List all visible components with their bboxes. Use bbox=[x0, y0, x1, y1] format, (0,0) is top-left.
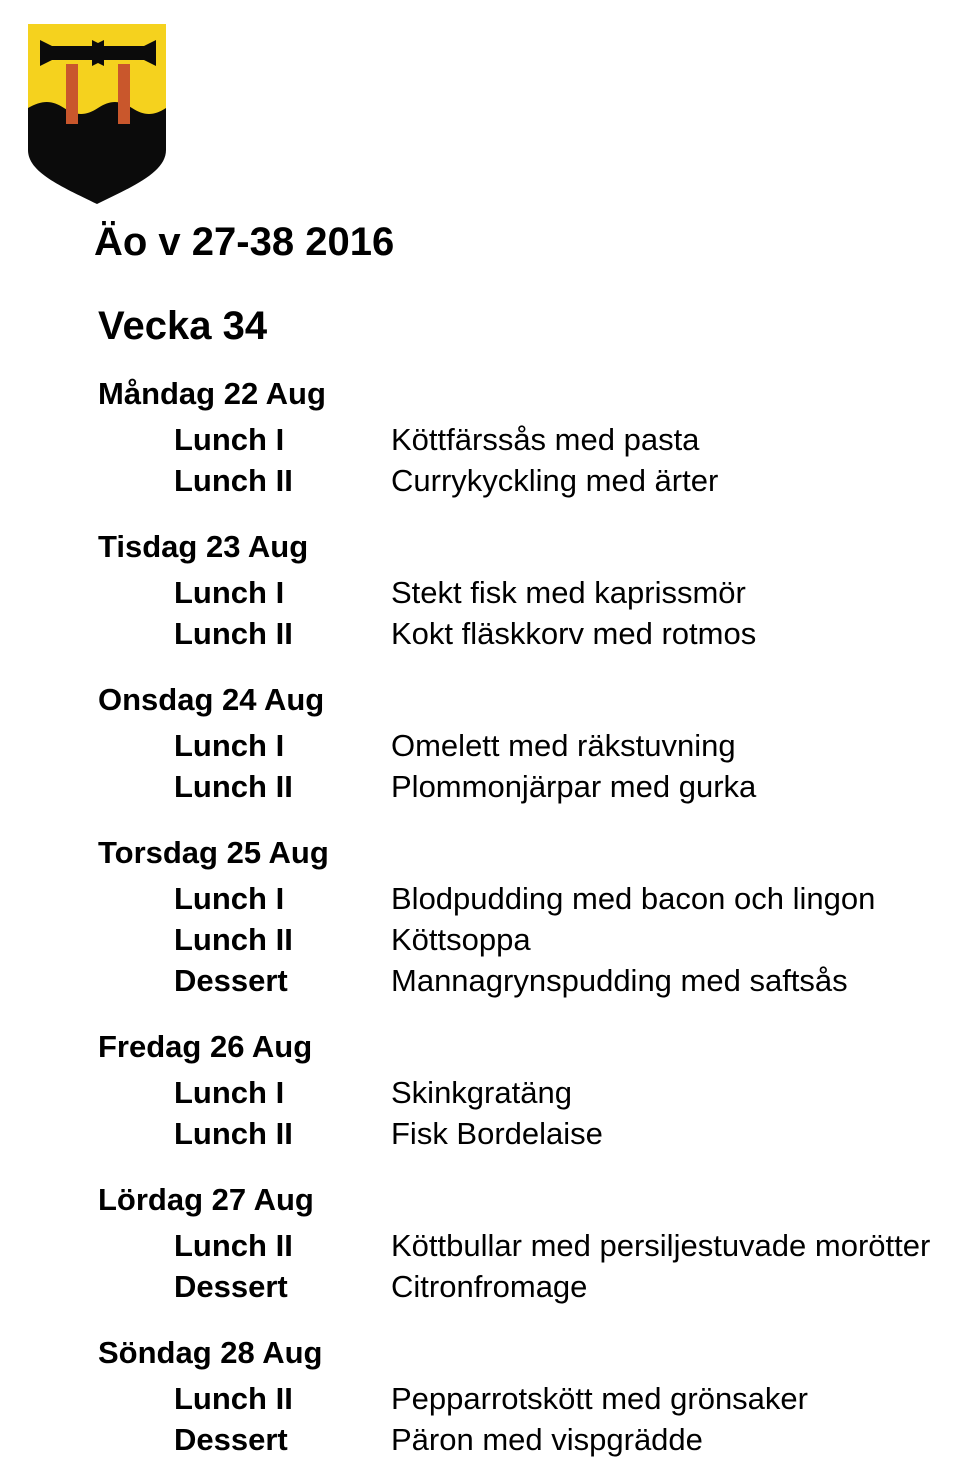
meal-row bbox=[0, 1075, 960, 1116]
meal-dish: Köttfärssås med pasta bbox=[391, 422, 700, 457]
meal-row bbox=[0, 422, 960, 463]
shield-field-shape bbox=[28, 24, 166, 114]
meal-label: Lunch I bbox=[174, 881, 285, 916]
shield-left-post bbox=[66, 64, 78, 124]
meal-label: Lunch I bbox=[174, 1075, 285, 1110]
meal-label: Lunch II bbox=[174, 463, 293, 498]
meal-row bbox=[0, 463, 960, 504]
meal-dish: Blodpudding med bacon och lingon bbox=[391, 881, 876, 916]
day-name: Tisdag 23 Aug bbox=[98, 529, 309, 564]
meal-dish: Plommonjärpar med gurka bbox=[391, 769, 757, 804]
meal-row bbox=[0, 575, 960, 616]
meal-dish: Stekt fisk med kaprissmör bbox=[391, 575, 746, 610]
meal-dish: Currykyckling med ärter bbox=[391, 463, 719, 498]
meal-row bbox=[0, 1228, 960, 1269]
meal-dish: Fisk Bordelaise bbox=[391, 1116, 603, 1151]
meal-label: Lunch II bbox=[174, 1381, 293, 1416]
day-name: Måndag 22 Aug bbox=[98, 376, 326, 411]
shield-right-post bbox=[118, 64, 130, 124]
meal-label: Lunch I bbox=[174, 422, 285, 457]
meal-dish: Skinkgratäng bbox=[391, 1075, 572, 1110]
document-title: Äo v 27-38 2016 bbox=[94, 220, 395, 264]
meal-dish: Omelett med räkstuvning bbox=[391, 728, 736, 763]
meal-label: Lunch II bbox=[174, 769, 293, 804]
meal-label: Lunch II bbox=[174, 1116, 293, 1151]
meal-dish: Köttsoppa bbox=[391, 922, 531, 957]
day-name: Torsdag 25 Aug bbox=[98, 835, 329, 870]
meal-label: Dessert bbox=[174, 1422, 288, 1457]
meal-row bbox=[0, 881, 960, 922]
meal-label: Lunch I bbox=[174, 728, 285, 763]
coat-of-arms-logo bbox=[22, 20, 172, 206]
meal-row bbox=[0, 728, 960, 769]
meal-label: Lunch II bbox=[174, 1228, 293, 1263]
day-name: Fredag 26 Aug bbox=[98, 1029, 313, 1064]
meal-row bbox=[0, 1422, 960, 1463]
meal-row bbox=[0, 1116, 960, 1157]
meal-dish: Köttbullar med persiljestuvade morötter bbox=[391, 1228, 931, 1263]
meal-row bbox=[0, 1381, 960, 1422]
meal-row bbox=[0, 769, 960, 810]
meal-label: Lunch II bbox=[174, 922, 293, 957]
meal-row bbox=[0, 1269, 960, 1310]
meal-row bbox=[0, 963, 960, 1004]
meal-label: Dessert bbox=[174, 1269, 288, 1304]
meal-dish: Citronfromage bbox=[391, 1269, 588, 1304]
day-name: Onsdag 24 Aug bbox=[98, 682, 325, 717]
meal-row bbox=[0, 616, 960, 657]
week-heading: Vecka 34 bbox=[98, 304, 268, 348]
day-name: Lördag 27 Aug bbox=[98, 1182, 314, 1217]
meal-dish: Kokt fläskkorv med rotmos bbox=[391, 616, 757, 651]
day-name: Söndag 28 Aug bbox=[98, 1335, 323, 1370]
meal-row bbox=[0, 922, 960, 963]
meal-dish: Mannagrynspudding med saftsås bbox=[391, 963, 848, 998]
meal-label: Lunch I bbox=[174, 575, 285, 610]
meal-label: Lunch II bbox=[174, 616, 293, 651]
meal-dish: Päron med vispgrädde bbox=[391, 1422, 703, 1457]
meal-dish: Pepparrotskött med grönsaker bbox=[391, 1381, 808, 1416]
meal-label: Dessert bbox=[174, 963, 288, 998]
